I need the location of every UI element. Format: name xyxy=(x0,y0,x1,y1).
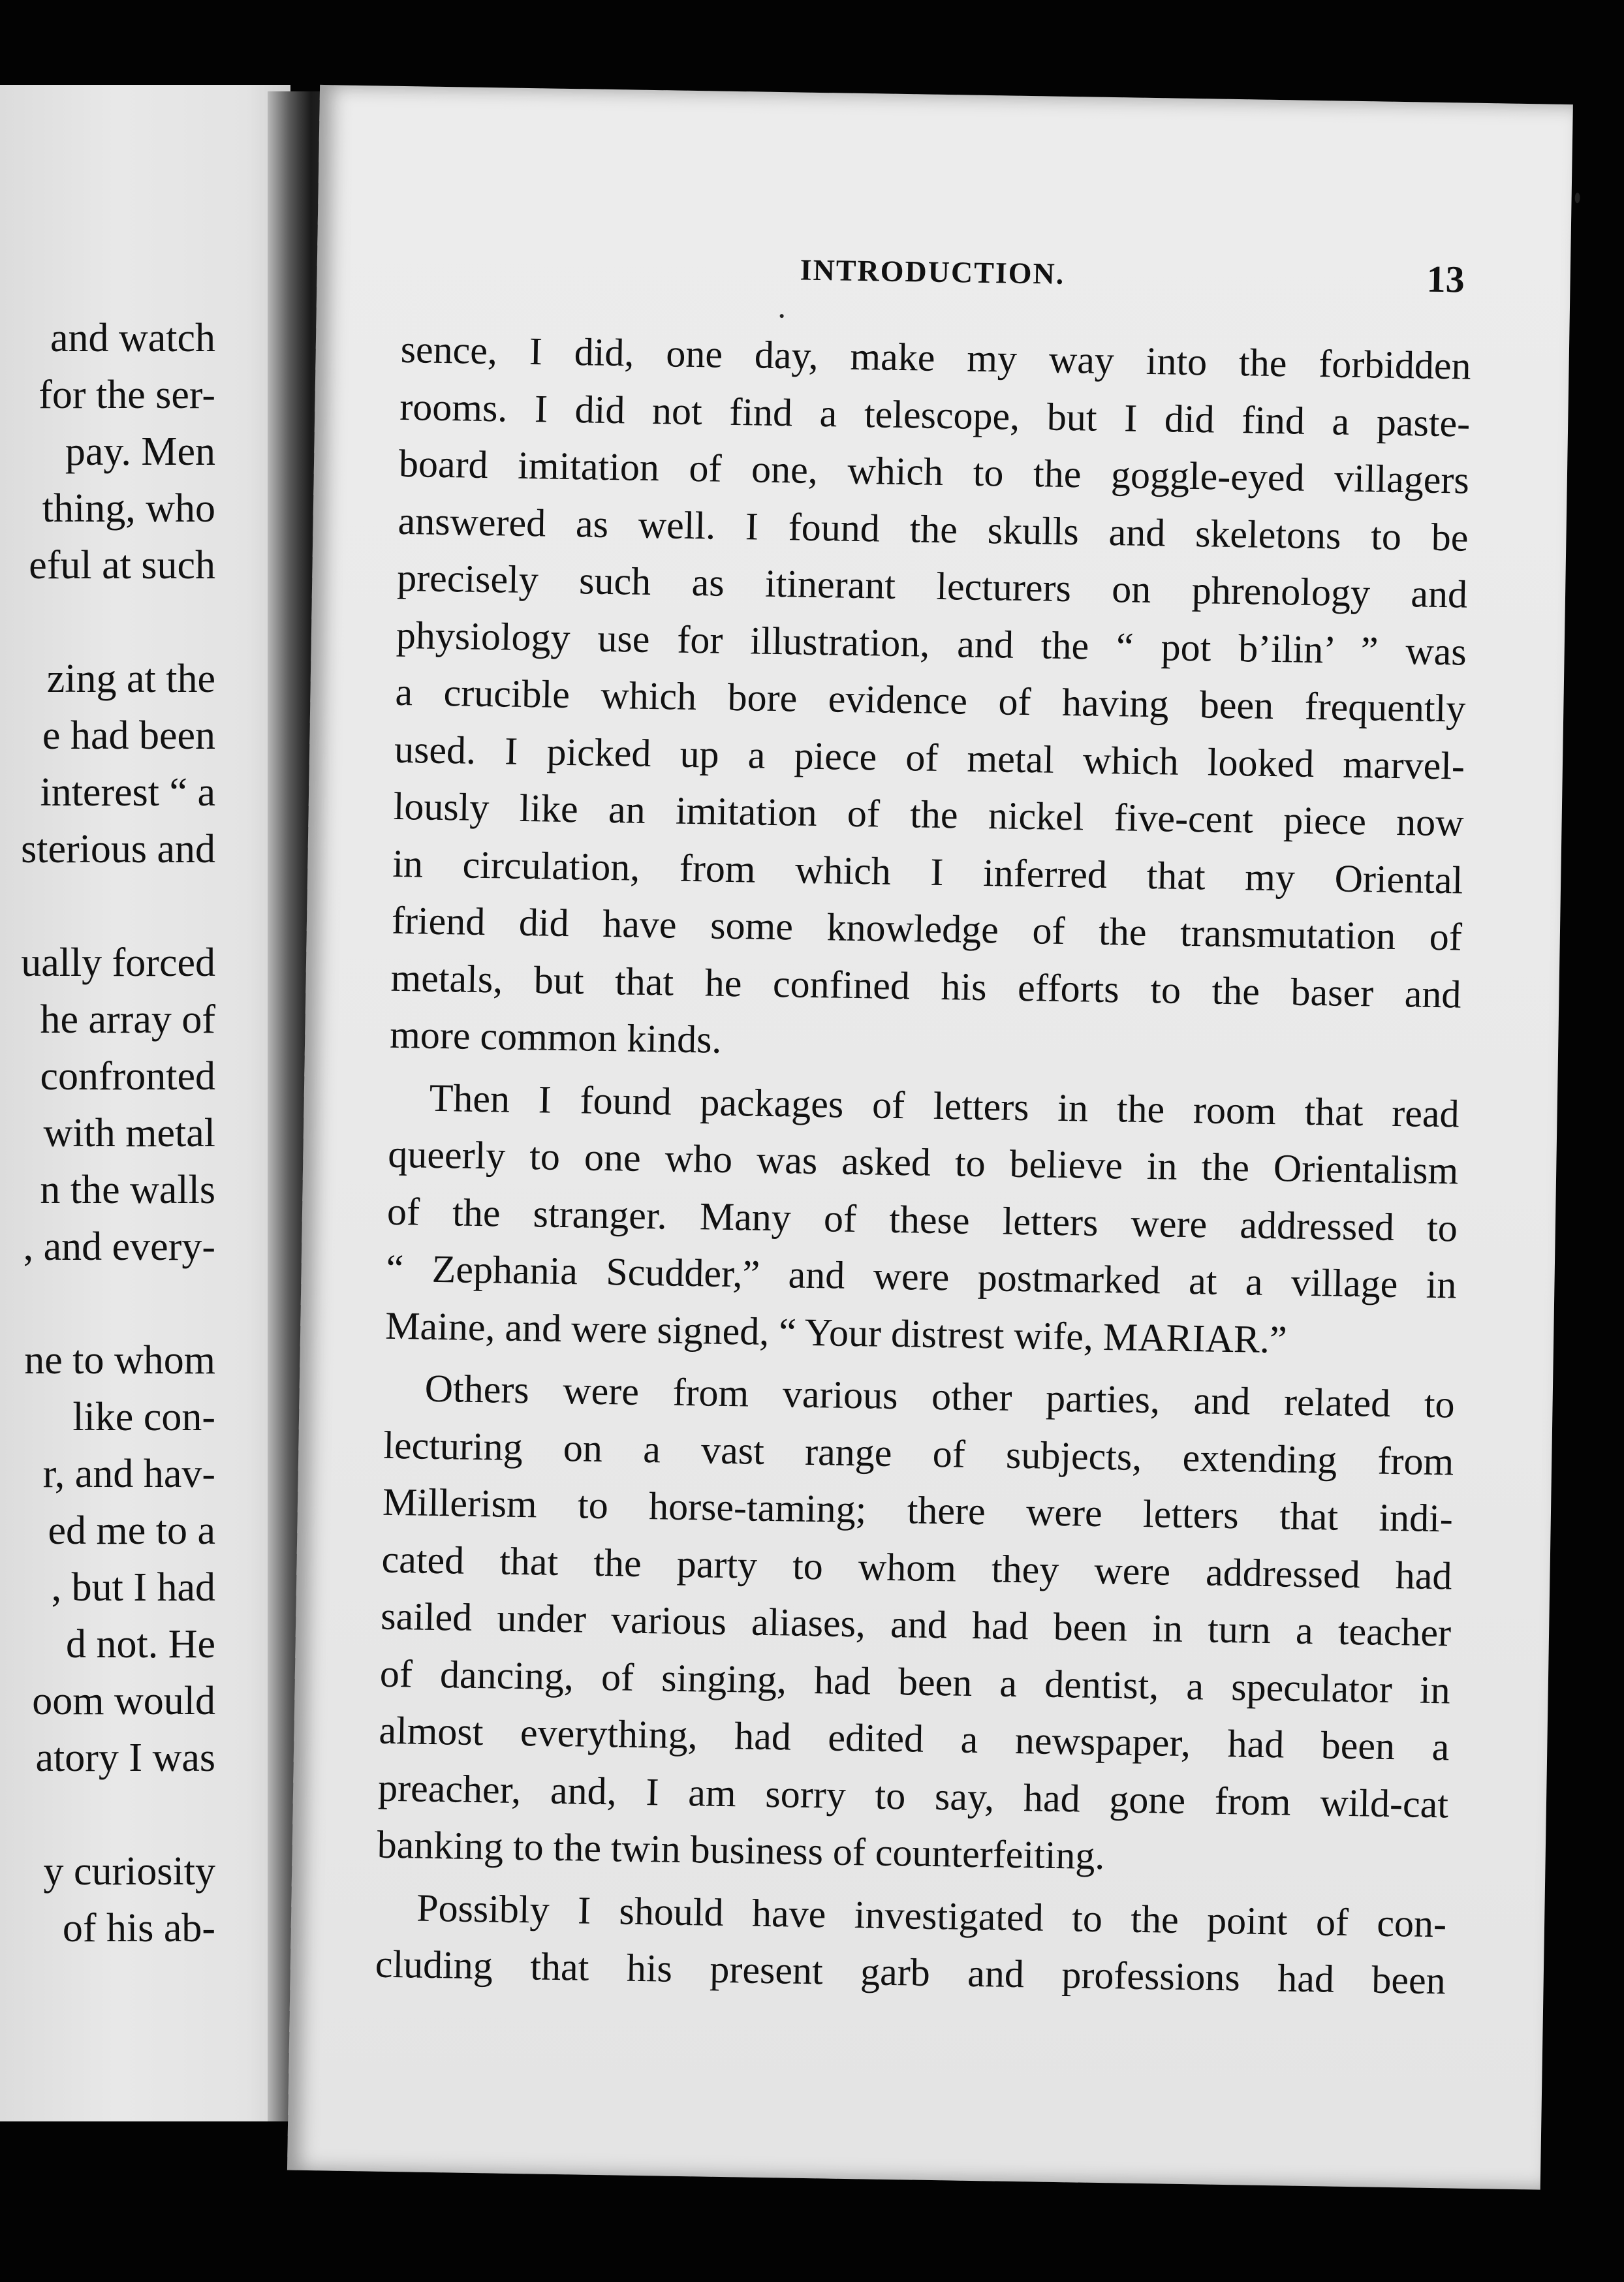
left-line: oom would xyxy=(32,1679,215,1723)
text-line: answered as well. I found the skulls and skeletons to be xyxy=(398,499,1469,559)
page-number: 13 xyxy=(1426,257,1465,301)
text-line: Others were from various other parties, and related to xyxy=(424,1366,1456,1426)
left-line xyxy=(0,1787,215,1843)
text-line: banking to the twin business of counterfeiting. xyxy=(377,1822,1105,1878)
text-line: Possibly I should have investigated to the point of con- xyxy=(416,1886,1447,1945)
left-line: zing at the xyxy=(46,657,215,701)
text-line: of the stranger. Many of these letters were addressed to xyxy=(386,1189,1458,1250)
ink-speck xyxy=(780,314,784,318)
text-line: metals, but that he confined his efforts to the baser and xyxy=(390,956,1461,1016)
left-line: like con- xyxy=(72,1395,215,1439)
text-line: used. I picked up a piece of metal which looked marvel- xyxy=(394,727,1465,788)
left-line: sterious and xyxy=(21,827,215,871)
text-line: of dancing, of singing, had been a dentist, a speculator in xyxy=(379,1651,1451,1712)
left-line: ne to whom xyxy=(24,1338,215,1383)
left-line: pay. Men xyxy=(65,430,215,474)
left-line: thing, who xyxy=(42,486,215,531)
text-line: Millerism to horse-taming; there were letters that indi- xyxy=(382,1480,1454,1540)
left-line: confronted xyxy=(40,1054,215,1099)
left-line: y curiosity xyxy=(43,1849,215,1894)
text-line: more common kinds. xyxy=(389,1012,723,1061)
left-line: of his ab- xyxy=(62,1906,215,1950)
left-line: he array of xyxy=(40,997,215,1042)
text-line: cluding that his present garb and professions had been xyxy=(375,1942,1446,2003)
text-line: sence, I did, one day, make my way into the forbidden xyxy=(400,327,1472,388)
text-line: physiology use for illustration, and the “ pot b’ilin’ ” was xyxy=(396,613,1467,674)
right-page xyxy=(287,85,1573,2190)
text-line: cated that the party to whom they were addressed had xyxy=(381,1537,1452,1597)
body-text xyxy=(375,321,1471,2010)
text-line: a crucible which bore evidence of having been frequently xyxy=(395,670,1466,730)
text-line: lously like an imitation of the nickel five-cent piece now xyxy=(393,784,1465,845)
text-line: Then I found packages of letters in the room that read xyxy=(429,1076,1460,1136)
text-line: friend did have some knowledge of the transmutation of xyxy=(391,898,1463,959)
left-line: eful at such xyxy=(29,543,215,587)
left-line: e had been xyxy=(42,713,215,758)
left-line: n the walls xyxy=(40,1168,215,1212)
left-line: with metal xyxy=(43,1111,215,1155)
left-line: ed me to a xyxy=(48,1508,215,1553)
left-line: r, and hav- xyxy=(42,1452,215,1496)
left-line: , and every- xyxy=(23,1225,215,1269)
left-line: atory I was xyxy=(35,1736,215,1780)
text-line: in circulation, from which I inferred that my Oriental xyxy=(392,841,1463,902)
left-line xyxy=(0,1275,215,1332)
left-line xyxy=(0,878,215,935)
left-line: interest “ a xyxy=(40,770,215,815)
left-line xyxy=(0,594,215,651)
text-line: queerly to one who was asked to believe in the Orientalism xyxy=(387,1132,1459,1193)
left-page xyxy=(0,85,290,2121)
left-line: for the ser- xyxy=(39,373,215,417)
text-line: Maine, and were signed, “ Your distrest wife, MARIAR.” xyxy=(384,1304,1288,1361)
text-line: preacher, and, I am sorry to say, had gone from wild-cat xyxy=(377,1766,1449,1826)
text-line: precisely such as itinerant lecturers on phrenology and xyxy=(396,555,1468,616)
text-line: “ Zephania Scudder,” and were postmarked at a village in xyxy=(386,1246,1457,1307)
text-line: rooms. I did not find a telescope, but I did find a paste- xyxy=(399,384,1471,445)
text-line: lecturing on a vast range of subjects, extending from xyxy=(383,1423,1454,1483)
left-page-text xyxy=(0,310,215,1957)
left-line: and watch xyxy=(50,316,215,360)
text-line: almost everything, had edited a newspaper, had been a xyxy=(379,1708,1450,1769)
text-line: sailed under various aliases, and had been in turn a teacher xyxy=(380,1594,1452,1655)
text-line: board imitation of one, which to the goggle-eyed villagers xyxy=(398,441,1470,502)
left-line: d not. He xyxy=(65,1622,215,1666)
left-line: ually forced xyxy=(21,941,215,985)
running-head xyxy=(317,245,1570,317)
ink-speck xyxy=(1575,193,1580,203)
running-title: INTRODUCTION. xyxy=(800,253,1065,290)
left-line: , but I had xyxy=(51,1565,215,1610)
